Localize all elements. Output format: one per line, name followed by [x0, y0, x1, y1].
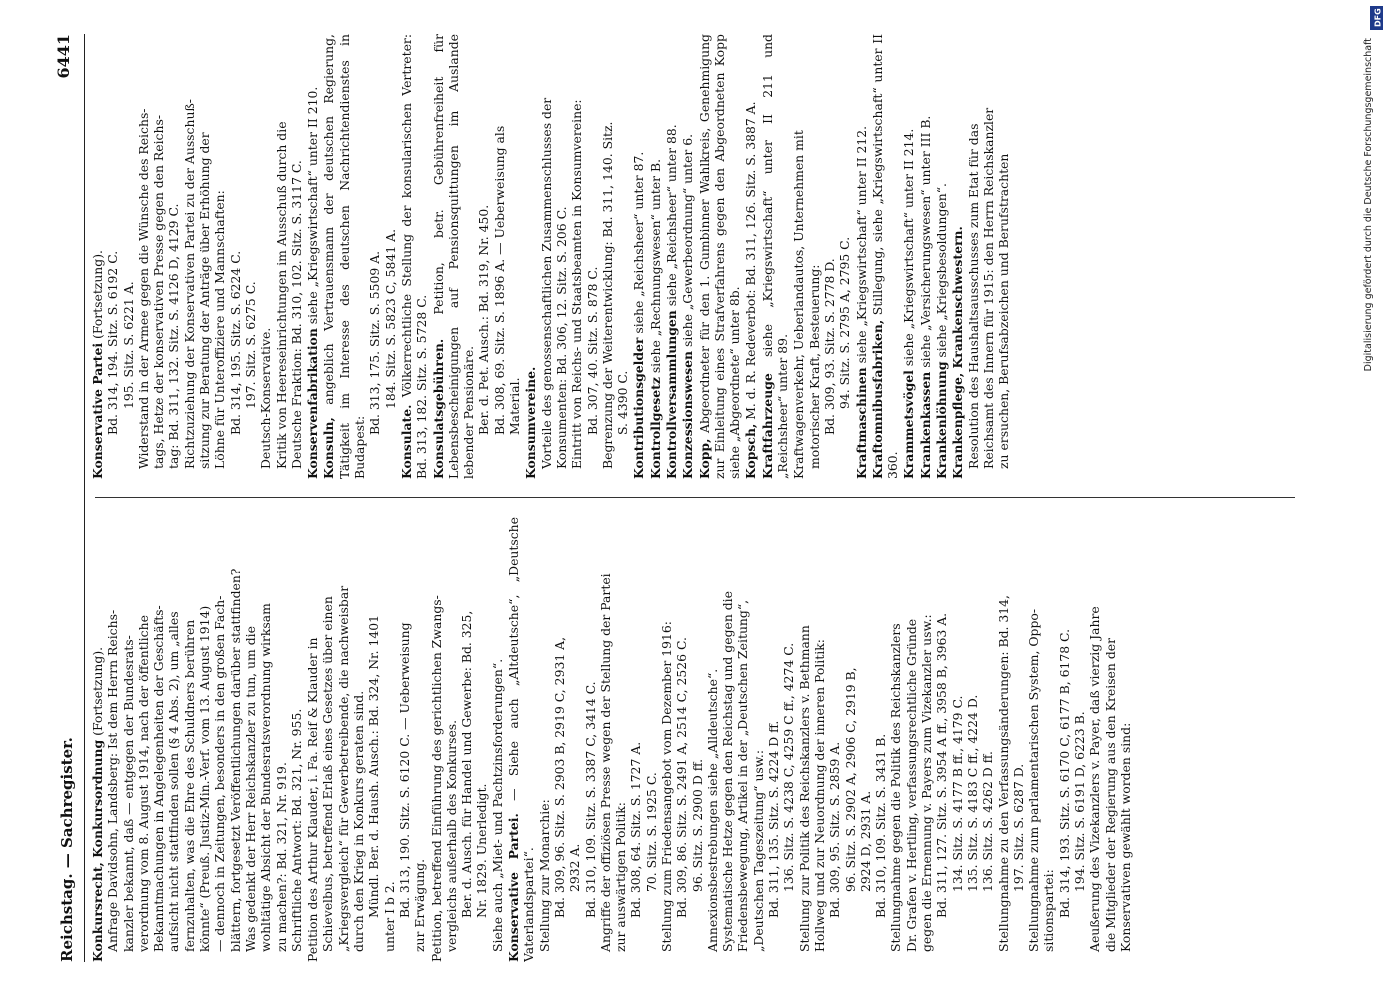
- entry-heading: [901, 34, 916, 479]
- entry-line: unter I b 2.: [381, 881, 397, 952]
- entry-line: Ber. d. Ausch. für Handel und Gewerbe: Bd. 325,: [459, 610, 475, 918]
- entry-keyword: Kopp,: [696, 438, 712, 479]
- entry-keyword: Konsulatsgebühren.: [430, 338, 446, 479]
- entry-line: durch den Krieg in Konkurs geraten sind.: [351, 690, 367, 952]
- entry-line: Löhne für Unteroffiziere und Mannschaften:: [212, 190, 228, 469]
- entry-line: Bd. 309, 96. Sitz. S. 2903 B, 2919 C, 2931 A,: [551, 636, 567, 918]
- entry-line: Begrenzung der Weiterentwicklung: Bd. 311, 140. Sitz.: [599, 121, 615, 469]
- entry-line: 194. Sitz. S. 6191 D, 6223 B.: [1072, 711, 1087, 892]
- entry-heading: [743, 34, 758, 479]
- index-entry: [697, 34, 743, 479]
- entry-line: „Kriegsvergleich“ für Gewerbetreibende, die nachweisbar: [335, 585, 351, 952]
- entry-line: Bd. 314, 193. Sitz. S. 6170 C, 6177 B, 6178 C.: [1056, 628, 1072, 918]
- entry-line: tag: Bd. 311, 132. Sitz. S. 4126 D, 4129 C.: [166, 203, 182, 469]
- index-entry: [950, 34, 1011, 479]
- index-entry: [431, 34, 523, 479]
- entry-heading: [321, 34, 367, 479]
- entry-line: S. 4390 C.: [615, 370, 631, 435]
- index-entry: [321, 34, 397, 479]
- index-entry: [791, 34, 852, 479]
- entry-keyword: Konsulate.: [398, 404, 414, 479]
- entry-line: gegen die Ernennung v. Payers zum Vizekanzler usw.:: [919, 614, 935, 952]
- entry-line: Schriftliche Antwort: Bd. 321, Nr. 955.: [288, 708, 304, 952]
- entry-line: Hollweg und zur Neuordnung der inneren Politik:: [811, 639, 827, 952]
- entry-line: 195. Sitz. S. 6221 A.: [120, 281, 136, 409]
- index-entry: [429, 517, 505, 962]
- entry-line: Widerstand in der Armee gegen die Wünsche des Reichs-: [135, 108, 151, 469]
- entry-text: Stillegung, siehe „Kriegswirtschaft“ unter II 360.: [869, 34, 901, 479]
- entry-line: 197. Sitz. S. 6275 C.: [242, 281, 258, 409]
- entry-line: motorischer Kraft, Besteuerung:: [806, 264, 822, 469]
- entry-line: — dennoch in Zeitungen, besonders in den großen Fach-: [212, 595, 228, 952]
- left-column: [90, 517, 1300, 962]
- entry-line: Bd. 307, 40. Sitz. S. 878 C.: [584, 266, 600, 435]
- entry-line: Bd. 310, 109. Sitz. S. 3431 B.: [873, 733, 889, 918]
- entry-heading: [506, 517, 537, 962]
- entry-heading: [870, 34, 901, 479]
- entry-line: Stellungnahme gegen die Politik des Reichskanzlers: [888, 623, 904, 952]
- entry-heading: [760, 34, 791, 479]
- entry-line: Material.: [507, 377, 523, 435]
- entry-heading: [950, 34, 965, 479]
- index-entry: [399, 34, 430, 479]
- entry-line: Angriffe der offiziösen Presse wegen der Stellung der Partei: [597, 573, 613, 952]
- entry-heading: [431, 34, 477, 479]
- entry-line: 2932 A.: [567, 843, 583, 892]
- entry-text: Völkerrechtliche Stellung der konsularischen Vertreter: Bd. 313, 182. Sitz. S. 5728 C.: [398, 34, 430, 479]
- entry-keyword: Kopsch,: [743, 423, 759, 479]
- entry-line: sitionspartei:: [1041, 869, 1057, 952]
- index-entry: [648, 34, 663, 479]
- index-entry: [90, 34, 304, 479]
- entry-text: M. d. R. Redeverbot: Bd. 311, 126. Sitz. S. 3887 A.: [743, 101, 759, 424]
- entry-line: Nr. 1829. Unerledigt.: [474, 783, 490, 918]
- index-entry: [934, 34, 949, 479]
- entry-keyword: Konsumvereine.: [523, 366, 539, 479]
- entry-line: 135. Sitz. S. 4183 C ff., 4224 D.: [964, 694, 980, 892]
- entry-text: — Siehe auch „Altdeutsche“, „Deutsche Vaterlandspartei“.: [506, 517, 537, 962]
- index-entry: [90, 517, 304, 962]
- entry-line: tags, Hetze der konservativen Presse gegen den Reichs-: [151, 114, 167, 469]
- entry-line: 136. Sitz. S. 4262 D ff.: [980, 751, 996, 892]
- entry-line: 96. Sitz. S. 2902 A, 2906 C, 2919 B,: [842, 667, 858, 892]
- entry-keyword: Kraftfahrzeuge: [759, 373, 775, 479]
- entry-line: zur auswärtigen Politik:: [613, 802, 629, 952]
- entry-line: aufsicht nicht stattfinden sollen (§ 4 Abs. 2), um „alles: [166, 611, 182, 952]
- index-entry: [854, 34, 869, 479]
- entry-text: siehe „Kriegswirtschaft“ unter II 210.: [305, 86, 321, 329]
- page-number: 6441: [54, 34, 73, 79]
- entry-line: Bd. 308, 69. Sitz. S. 1896 A. — Ueberweisung als: [491, 125, 507, 435]
- entry-line: Anfrage Davidsohn, Landsberg: Ist dem Herrn Reichs-: [105, 609, 121, 952]
- entry-line: Kraftwagenverkehr, Ueberlandautos, Unternehmen mit: [791, 130, 807, 479]
- entry-line: Bd. 313, 190. Sitz. S. 6120 C. — Ueberweisung: [396, 622, 412, 918]
- entry-line: Siehe auch „Miet- und Pachtzinsforderungen“.: [489, 658, 505, 952]
- entry-line: könnte“ (Preuß. Justiz-Min.-Verf. vom 13. August 1914): [197, 605, 213, 952]
- entry-text: (Fortsetzung).: [90, 646, 105, 740]
- entry-line: Was gedenkt der Herr Reichskanzler zu tun, um die: [242, 626, 258, 952]
- entry-heading: [854, 34, 869, 479]
- entry-heading: [934, 34, 949, 479]
- entry-line: „Deutschen Tageszeitung“ usw.:: [750, 749, 766, 952]
- entry-line: die Mitglieder der Regierung aus den Kreisen der: [1102, 637, 1118, 952]
- entry-line: Petition, betreffend Einführung des gerichtlichen Zwangs-: [428, 595, 444, 962]
- entry-line: Bd. 314, 194. Sitz. S. 6192 C.: [105, 250, 121, 435]
- entry-line: Stellung zur Monarchie:: [536, 799, 552, 952]
- entry-line: Bd. 311, 127. Sitz. S. 3954 A ff., 3958 B, 3963 A.: [934, 612, 950, 918]
- entry-line: Bd. 314, 195. Sitz. S. 6224 C.: [227, 250, 243, 435]
- index-entry: [305, 34, 320, 479]
- entry-line: Annexionsbestrebungen siehe „Alldeutsche“.: [704, 668, 720, 952]
- entry-heading: [90, 34, 105, 479]
- index-entry: [760, 34, 791, 479]
- entry-line: Reichsamt des Innern für 1915: den Herrn Reichskanzler: [980, 107, 996, 469]
- entry-text: Abgeordneter für den 1. Gumbinner Wahlkreis, Genehmigung zur Einleitung eines Strafverfahrens gegen den Abgeordneten Kopp siehe „Abgeordnete“ unter 8b.: [696, 34, 743, 479]
- entry-line: zu ersuchen, Berufsabzeichen und Berufstrachten: [996, 153, 1012, 469]
- entry-line: Eintritt von Reichs- und Staatsbeamten in Konsumvereine:: [569, 99, 585, 469]
- entry-heading: [399, 34, 430, 479]
- index-entry: [305, 517, 427, 962]
- entry-text: siehe „Reichsheer“ unter 88.: [663, 124, 679, 311]
- entry-line: Mündl. Ber. d. Haush. Ausch.: Bd. 324, Nr. 1401: [366, 614, 382, 918]
- entry-line: Bd. 309, 86. Sitz. S. 2491 A, 2514 C, 2526 C.: [674, 637, 690, 918]
- entry-line: Vorteile des genossenschaftlichen Zusammenschlusses der: [538, 97, 554, 469]
- entry-keyword: Konservative Partei.: [506, 813, 522, 962]
- index-entry: [506, 517, 1133, 962]
- entry-keyword: Kontrollversammlungen: [663, 310, 679, 479]
- index-entry: [523, 34, 630, 479]
- entry-keyword: Kontrollgesetz: [647, 377, 663, 479]
- entry-heading: [680, 34, 695, 479]
- running-head: Reichstag. — Sachregister.: [58, 737, 76, 962]
- entry-line: Stellungnahme zu den Verfassungsänderungen: Bd. 314,: [995, 595, 1011, 952]
- entry-line: Stellung zur Politik des Reichskanzlers v. Bethmann: [796, 625, 812, 952]
- dfg-logo-icon: DFG: [1370, 6, 1383, 30]
- entry-line: zu machen?: Bd. 321, Nr. 919.: [273, 762, 289, 952]
- entry-line: zur Erwägung.: [412, 858, 428, 952]
- entry-text: siehe „Kriegswirtschaft“ unter II 211 und „Reichsheer“ unter 89.: [759, 34, 791, 479]
- entry-heading: [648, 34, 663, 479]
- entry-line: blättern, fortgesetzt Veröffentlichungen darüber stattfinden?: [227, 568, 243, 952]
- entry-keyword: Konkursrecht, Konkursordnung: [90, 739, 105, 962]
- entry-text: siehe „Kriegsbesoldungen“.: [934, 183, 950, 362]
- index-entry: [918, 34, 933, 479]
- entry-keyword: Krankenkassen: [917, 371, 933, 479]
- entry-line: Kritik von Heereseinrichtungen im Ausschuß durch die: [273, 121, 289, 469]
- header-rule: [84, 34, 85, 962]
- entry-line: 94. Sitz. S. 2795 A, 2795 C.: [837, 236, 853, 409]
- entry-line: Deutsche Fraktion: Bd. 310, 102. Sitz. S. 3117 C.: [288, 160, 304, 469]
- right-column: [90, 34, 1300, 479]
- entry-text: siehe „Versicherungswesen“ unter III B.: [917, 115, 933, 372]
- entry-line: Stellung zum Friedensangebot vom Dezember 1916:: [658, 621, 674, 952]
- entry-line: kanzler bekannt, daß — entgegen der Bundesrats-: [120, 635, 136, 952]
- entry-line: Bd. 308, 64. Sitz. S. 1727 A.: [628, 741, 644, 918]
- entry-keyword: Krammetsvögel: [901, 370, 917, 479]
- entry-line: sitzung zur Beratung der Anträge über Erhöhung der: [197, 132, 213, 469]
- entry-keyword: Konsuln,: [321, 417, 337, 479]
- entry-heading: [697, 34, 743, 479]
- entry-heading: [305, 34, 320, 479]
- entry-line: Bd. 309, 93. Sitz. S. 2778 D.: [821, 258, 837, 435]
- entry-keyword: Konservative Partei: [90, 342, 105, 479]
- entry-heading: [664, 34, 679, 479]
- entry-line: Ber. d. Pet. Ausch.: Bd. 319, Nr. 450.: [476, 204, 492, 435]
- entry-line: Bd. 313, 175. Sitz. S. 5509 A.: [367, 250, 383, 435]
- entry-line: Petition des Arthur Klauder, i. Fa. Reif & Klauder in: [305, 637, 321, 962]
- index-entry: [870, 34, 901, 479]
- entry-line: wohltätige Absicht der Bundesratsverordnung wirksam: [258, 603, 274, 952]
- entry-line: vergleichs außerhalb des Konkurses.: [443, 719, 459, 952]
- entry-line: Aeußerung des Vizekanzlers v. Payer, daß vierzig Jahre: [1087, 606, 1103, 952]
- entry-line: 136. Sitz. S. 4238 C, 4259 C ff., 4274 C.: [781, 642, 797, 892]
- entry-text: siehe „Kriegswirtschaft“ unter II 212.: [853, 125, 869, 368]
- entry-line: Schievelbus, betreffend Erlaß eines Gesetzes über einen: [320, 596, 336, 952]
- entry-line: Deutsch-Konservative.: [258, 327, 274, 469]
- entry-text: siehe „Reichsheer“ unter 87.: [631, 151, 647, 338]
- entry-line: Richtzuziehung der Konservativen Partei zu der Ausschuß-: [181, 99, 197, 469]
- entry-line: 184. Sitz. S. 5823 C, 5841 A.: [382, 228, 398, 409]
- entry-line: 2924 D, 2931 A.: [857, 790, 873, 892]
- entry-keyword: Konservenfabrikation: [305, 328, 321, 479]
- entry-heading: [90, 517, 105, 962]
- entry-keyword: Kraftomnibusfabriken,: [869, 319, 885, 479]
- index-entry: [743, 34, 758, 479]
- entry-text: angeblich Vertrauensmann der deutschen Regierung, Tätigkeit im Interesse des deutschen Nachrichtendienstes in Budapest:: [321, 34, 368, 479]
- entry-heading: [523, 34, 538, 479]
- entry-line: Konsumenten: Bd. 306, 12. Sitz. S. 206 C.: [553, 206, 569, 469]
- entry-text: Petition, betr. Gebührenfreiheit für Lebensbescheinigungen auf Pensionsquittungen im Auslande lebender Pensionäre.: [430, 34, 477, 479]
- entry-keyword: Krankenpflege, Krankenschwestern.: [950, 226, 966, 479]
- entry-line: Friedensbewegung, Artikel in der „Deutschen Zeitung“,: [735, 599, 751, 952]
- entry-line: fernzuhalten, was die Ehre des Schuldners berühren: [181, 619, 197, 952]
- index-entry: [631, 34, 646, 479]
- index-entry: [664, 34, 679, 479]
- entry-keyword: Konzessionswesen: [680, 350, 696, 479]
- entry-line: 197. Sitz. S. 6287 D.: [1010, 763, 1026, 892]
- index-entry: [680, 34, 695, 479]
- entry-line: Resolution des Haushaltsausschusses zum Etat für das: [965, 123, 981, 469]
- entry-text: siehe „Gewerbeordnung“ unter 6.: [680, 133, 696, 351]
- entry-keyword: Kontributionsgelder: [631, 337, 647, 479]
- page-header: [52, 34, 78, 962]
- entry-text: siehe „Rechnungswesen“ unter B.: [647, 158, 663, 378]
- index-entry: [901, 34, 916, 479]
- entry-line: Dr. Grafen v. Hertling, verfassungsrechtliche Gründe: [903, 618, 919, 952]
- entry-text: siehe „Kriegswirtschaft“ unter II 214.: [901, 128, 917, 371]
- entry-text: (Fortsetzung).: [90, 250, 105, 343]
- entry-line: 134. Sitz. S. 4177 B ff., 4179 C.: [949, 695, 965, 892]
- entry-line: Bd. 310, 109. Sitz. S. 3387 C, 3414 C.: [582, 681, 598, 918]
- column-divider: [95, 497, 1295, 498]
- entry-keyword: Krankenlöhnung: [934, 361, 950, 479]
- entry-line: Bd. 309, 95. Sitz. S. 2859 A.: [827, 741, 843, 918]
- sidebar: [1359, 8, 1381, 998]
- entry-line: Stellungnahme zum parlamentarischen System, Oppo-: [1026, 608, 1042, 952]
- entry-line: Systematische Hetze gegen den Reichstag und gegen die: [720, 591, 736, 952]
- entry-heading: [631, 34, 646, 479]
- entry-line: verordnung vom 8. August 1914, nach der öffentliche: [135, 615, 151, 952]
- entry-heading: [918, 34, 933, 479]
- entry-line: Konservativen gewählt worden sind:: [1117, 722, 1133, 952]
- entry-line: 70. Sitz. S. 1925 C.: [643, 772, 659, 892]
- entry-line: Bd. 311, 135. Sitz. S. 4224 D ff.: [766, 720, 782, 918]
- attribution-text: Digitalisierung gefördert durch die Deutsche Forschungsgemeinschaft: [1363, 38, 1374, 372]
- entry-keyword: Kraftmaschinen: [853, 367, 869, 479]
- entry-line: 96. Sitz. S. 2900 D ff.: [689, 758, 705, 892]
- entry-line: Bekanntmachungen in Angelegenheiten der Geschäfts-: [151, 605, 167, 952]
